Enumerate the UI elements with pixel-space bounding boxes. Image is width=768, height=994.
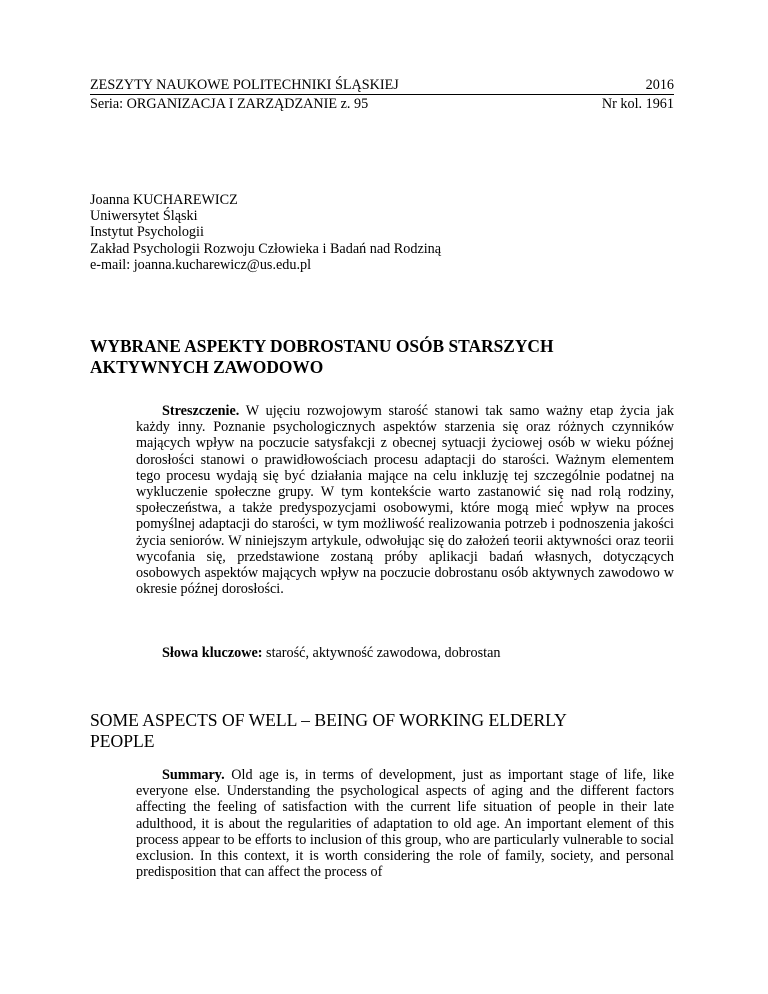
author-name: Joanna KUCHAREWICZ [90,192,238,208]
author-university: Uniwersytet Śląski [90,208,198,225]
author-department: Zakład Psychologii Rozwoju Człowieka i Badań nad Rodziną [90,240,442,257]
title-polish [90,336,674,378]
title-english-line2: PEOPLE [90,731,155,751]
journal-series-row [90,96,674,113]
journal-name: ZESZYTY NAUKOWE POLITECHNIKI ŚLĄSKIEJ [90,77,399,93]
title-english [90,710,674,752]
author-block [90,192,441,273]
abstract-polish [136,403,674,597]
journal-issue: Nr kol. 1961 [601,96,674,112]
abstract-polish-text: W ujęciu rozwojowym starość stanowi tak samo ważny etap życia jak każdy inny. Poznanie psychologicznych aspektów starzenia się oraz różnych czynników mających wpływ na poczucie satysfakcji z obecnej sytuacji życiowej osób w wieku późnej dorosłości stanowi o prawidłowościach procesu adaptacji do starości. Ważnym elementem tego procesu wydają się być działania mające na celu inkluzję tej szczególnie podatnej na wykluczenie społeczne grupy. W tym kontekście warto zastanowić się nad rolą rodziny, społeczeństwa, a także predyspozycjami osobowymi, które mogą mieć wpływ na proces pomyślnej adaptacji do starości, w tym możliwość realizowania potrzeb i podnoszenia jakości życia seniorów. W niniejszym artykule, odwołując się do założeń teorii aktywności oraz teorii wycofania się, przedstawione zostaną próby aplikacji badań własnych, dotyczących osobowych aspektów mających wpływ na poczucie dobrostanu osób aktywnych zawodowo w okresie późnej dorosłości. [136,403,674,598]
abstract-english [136,767,674,880]
title-polish-line1: WYBRANE ASPEKTY DOBROSTANU OSÓB STARSZYCH [90,336,554,356]
author-email: e-mail: joanna.kucharewicz@us.edu.pl [90,256,312,273]
abstract-english-label: Summary. [162,767,225,783]
journal-year: 2016 [645,77,674,93]
abstract-polish-label: Streszczenie. [162,403,240,419]
keywords-polish [162,645,500,661]
journal-header [90,77,674,95]
title-polish-line2: AKTYWNYCH ZAWODOWO [90,357,324,377]
journal-series: Seria: ORGANIZACJA I ZARZĄDZANIE z. 95 [90,96,369,112]
title-english-line1: SOME ASPECTS OF WELL – BEING OF WORKING ELDERLY [90,710,567,730]
keywords-text: starość, aktywność zawodowa, dobrostan [266,645,501,661]
keywords-label: Słowa kluczowe: [162,645,263,661]
author-institute: Instytut Psychologii [90,224,204,241]
abstract-english-text: Old age is, in terms of development, just as important stage of life, like everyone else. Understanding the psychological aspects of aging and the different factors affecting the feeling of satisfaction with the current life situation of people in their late adulthood, it is about the regularities of adaptation to old age. An important element of this process appear to be efforts to inclusion of this group, who are particularly vulnerable to social exclusion. In this context, it is worth considering the role of family, society, and personal predisposition that can affect the process of [136,767,675,881]
